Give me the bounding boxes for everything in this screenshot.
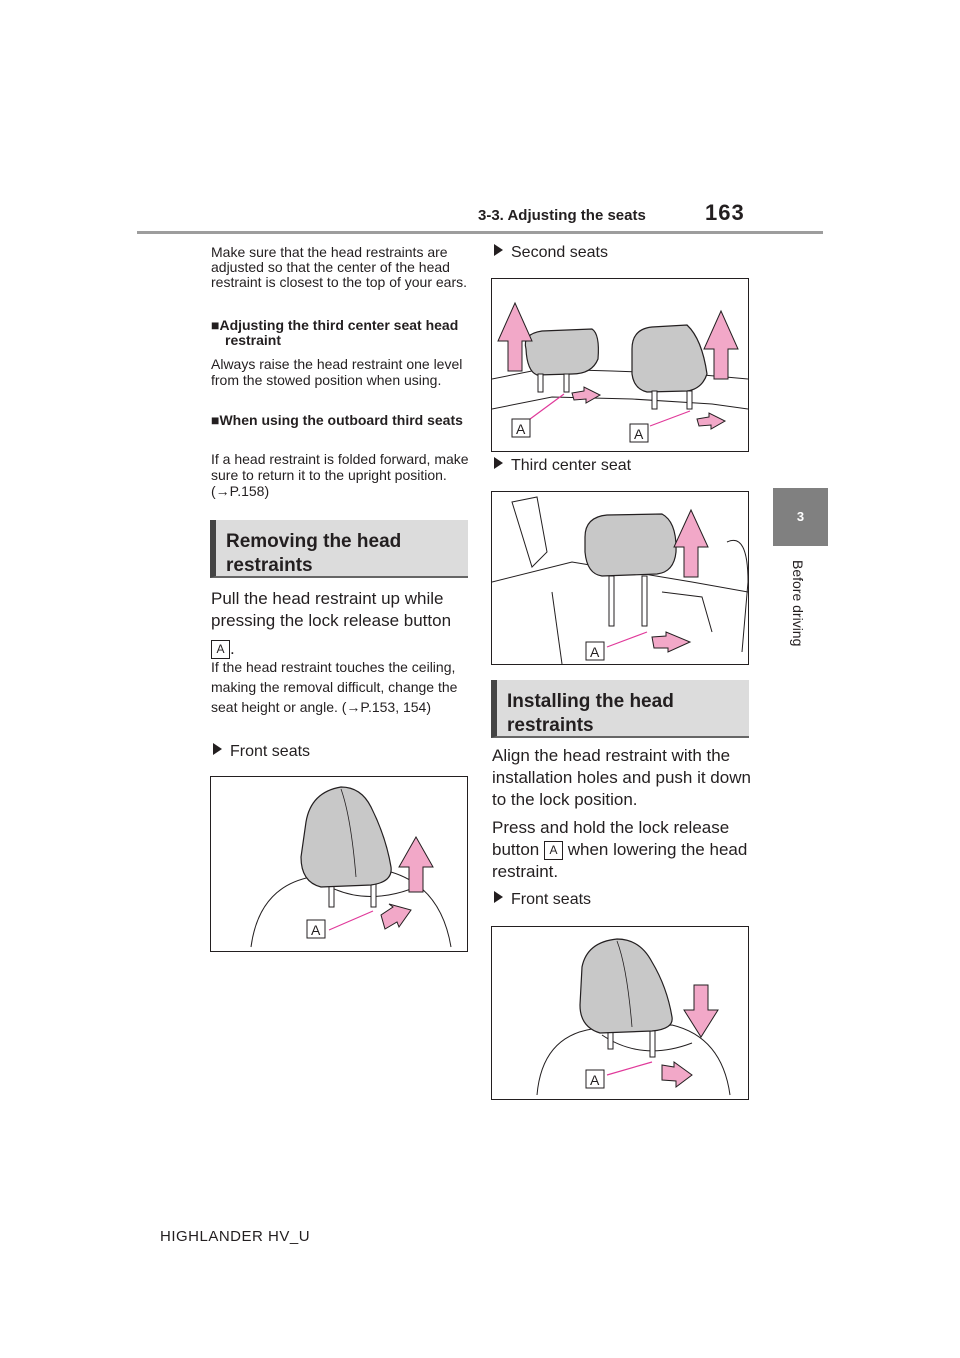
third-center-seat-label: Third center seat: [494, 457, 631, 475]
svg-text:A: A: [516, 421, 526, 437]
bullet-third-center-text: Always raise the head restraint one level from the stowed position when using.: [211, 356, 463, 388]
bullet-third-center-title: ■Adjusting the third center seat head restraint: [211, 317, 459, 348]
remove-instruction: [211, 588, 473, 660]
chapter-tab: 3: [773, 488, 828, 546]
front-seats-install-label: Front seats: [494, 891, 591, 909]
second-seats-label: Second seats: [494, 244, 608, 262]
figure-front-seats-remove: [210, 776, 468, 952]
bullet-outboard-text: If a head restraint is folded forward, make sure to return it to the upright position. (→P.158): [211, 451, 469, 499]
install-instruction-2: [492, 817, 754, 883]
install-instruction-2-pre: Press and hold the lock release button: [492, 818, 730, 859]
figure-third-center-seat: [491, 491, 749, 665]
install-instruction-2-post: when lowering the head restraint.: [492, 840, 748, 881]
section-title: 3-3. Adjusting the seats: [478, 207, 646, 224]
figure-front-seats-install: [491, 926, 749, 1100]
svg-text:A: A: [590, 644, 600, 660]
figure-second-seats: [491, 278, 749, 452]
front-seats-label: Front seats: [213, 743, 310, 761]
callout-a-inline: A: [211, 640, 230, 659]
remove-instruction-end: .: [230, 639, 235, 658]
svg-text:A: A: [634, 426, 644, 442]
install-instruction: Align the head restraint with the installation holes and push it down to the lock position.: [492, 746, 751, 809]
svg-text:A: A: [590, 1072, 600, 1088]
footer-model: HIGHLANDER HV_U: [160, 1228, 311, 1245]
remove-note: If the head restraint touches the ceiling, making the removal difficult, change the seat height or angle. (→P.153, 154): [211, 659, 458, 715]
header-rule: [137, 231, 823, 234]
page-number: 163: [705, 200, 745, 225]
section-removing-heading: Removing the head restraints: [210, 520, 468, 578]
intro-text: Make sure that the head restraints are adjusted so that the center of the head restraint is closest to the top of your ears.: [211, 244, 468, 290]
svg-text:A: A: [311, 922, 321, 938]
remove-instruction-text: Pull the head restraint up while pressing the lock release button: [211, 589, 452, 630]
bullet-outboard-title: ■When using the outboard third seats: [211, 412, 463, 428]
section-installing-heading: Installing the head restraints: [491, 680, 749, 738]
chapter-label: Before driving: [790, 560, 806, 647]
callout-a-inline-2: A: [544, 841, 563, 860]
